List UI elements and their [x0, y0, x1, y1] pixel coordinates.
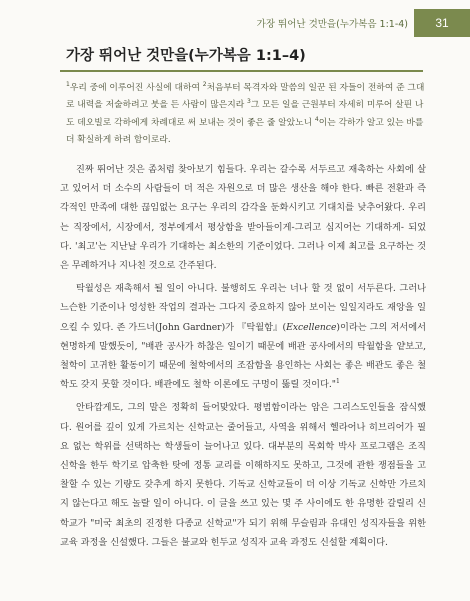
- verse-text: 그 모든 일을 근원부터 자세히 미루어 살핀 나도 데오빌로 각하에게 차례대로 써 보내는 것이 좋은 줄 알았노니: [66, 100, 424, 128]
- verse-number: 2: [202, 81, 207, 89]
- book-title: Excellence: [286, 321, 337, 333]
- verse-text: 처음부터 목격자와 말씀의 일꾼 된 자들이 전하여 준 그대로 내력을 저술하려고 붓을 든 사람이 많은지라: [66, 83, 425, 111]
- verse-text: 이는 각하가 알고 있는 바를 더 확실하게 하려 함이로라.: [66, 117, 424, 146]
- title-divider: [60, 70, 423, 72]
- page-header: [0, 0, 470, 44]
- paragraph-text: )이라는 그의 저서에서 현명하게 말했듯이, "배관 공사가 하찮은 일이기 때문에 배관 공사에서의 탁월함을 얕보고, 철학이 고귀한 활동이기 때문에 철학에서의 조잡함을 용인하는 사회는 좋은 배관도 좋은 철학도 갖지 못할 것이다. 배관에도 철학 이론에도 구멍이 뚫릴 것이다.": [60, 321, 426, 391]
- verse-text: 우리 중에 이루어진 사실에 대하여: [69, 83, 203, 93]
- section-title: 가장 뛰어난 것만을(누가복음 1:1–4): [66, 48, 306, 64]
- scripture-passage: [66, 80, 426, 150]
- running-header-title: 가장 뛰어난 것만을(누가복음 1:1-4): [256, 19, 408, 30]
- paragraph: [60, 279, 426, 394]
- verse-number: 4: [314, 115, 319, 123]
- paragraph: 진짜 뛰어난 것은 좀처럼 찾아보기 힘들다. 우리는 갈수록 서두르고 재촉하는 사회에 살고 있어서 더 소수의 사람들이 더 적은 자원으로 더 많은 생산을 해야 한다. 빠른 전환과 즉각적인 만족에 대한 끊임없는 요구는 우리의 감각을 둔화시키고 기대치를 낮추어왔다. 우리는 직장에서, 시장에서, 정부에게서 평상함을 받아들이게-그리고 심지어는 기대하게- 되었다. '최고'는 지난날 우리가 기대하는 최소한의 기준이었다. 그러나 이제 최고를 요구하는 것은 무례하거나 지나친 것으로 간주된다.: [60, 164, 426, 272]
- paragraph-text: 탁월성은 재촉해서 될 일이 아니다. 불행히도 우리는 너나 할 것 없이 서두른다. 그러나 느슨한 기준이나 엉성한 작업의 결과는 그다지 중요하지 않아 보이는 일일지라도 재앙을 일으킬 수 있다. 존 가드너(John Gardner)가 『탁월함』(: [60, 283, 426, 333]
- page-number-box: [414, 9, 470, 37]
- verse-number: 1: [66, 81, 70, 89]
- page-number: 31: [435, 16, 449, 30]
- verse-number: 3: [247, 98, 251, 106]
- body-text: [60, 160, 426, 556]
- paragraph: 안타깝게도, 그의 말은 정확히 들어맞았다. 평범함이라는 암은 그리스도인들을 잠식했다. 원어를 깊이 있게 가르치는 신학교는 줄어들고, 사역을 위해서 헬라어나 히브리어가 필요 없는 학위를 선택하는 학생들이 늘어나고 있다. 대부분의 목회학 박사 프로그램은 조직 신학을 한두 학기로 압축한 탓에 정통 교리를 이해하지도 못하고, 그것에 관한 쟁점들을 고찰할 수 있는 기량도 갖추게 하지 못한다. 기독교 신학교들이 더 이상 기독교 신학만 가르치지 않는다고 해도 놀랄 일이 아니다. 이 글을 쓰고 있는 몇 주 사이에도 한 유명한 갈릴리 신학교가 "미국 최초의 진정한 다종교 신학교"가 되기 위해 무슬림과 유대인 성직자들을 위한 교육 과정을 신설했다. 그들은 불교와 힌두교 성직자 교육 과정도 신설할 계획이다.: [60, 402, 426, 548]
- footnote-marker: 1: [335, 378, 340, 386]
